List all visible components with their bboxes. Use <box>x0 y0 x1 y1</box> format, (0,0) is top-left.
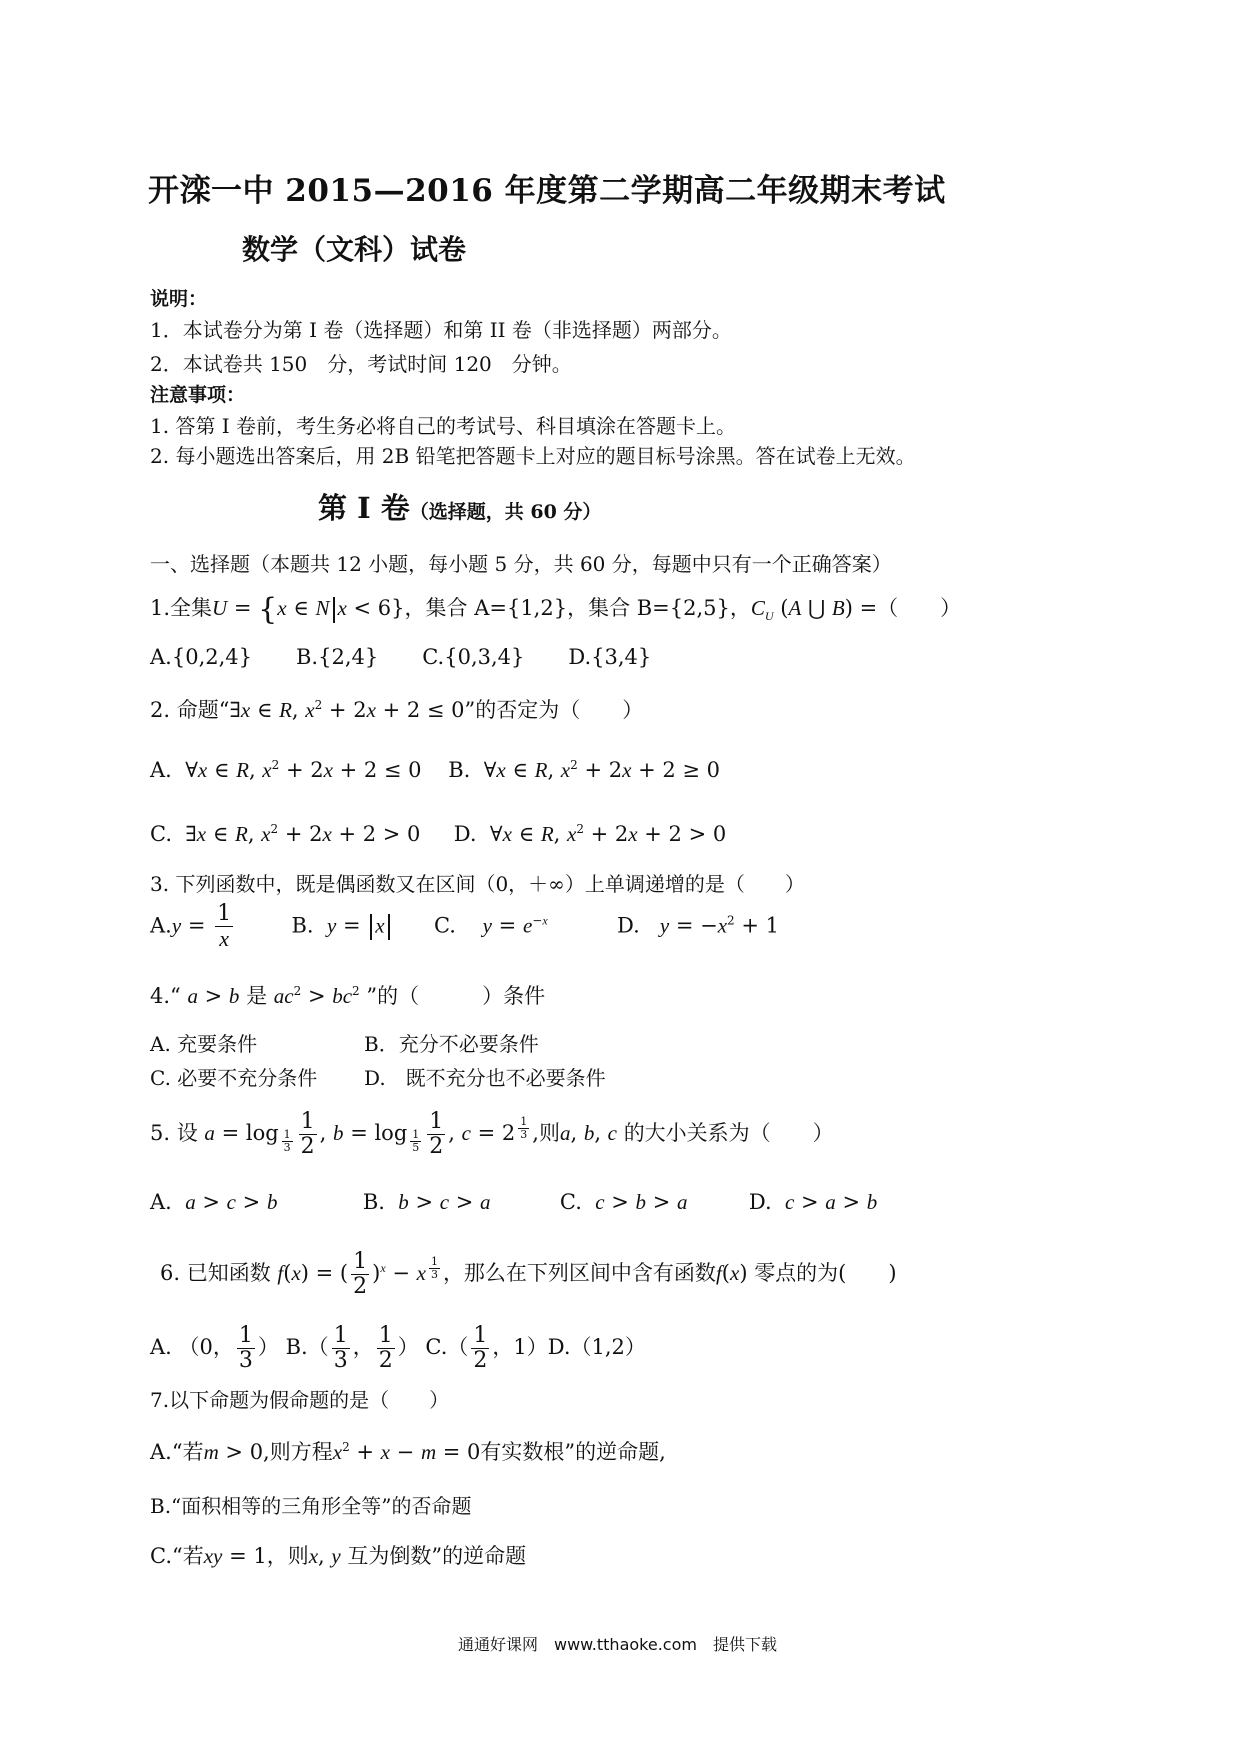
q7-option-c-end: 互为倒数”的逆命题 <box>347 1544 527 1568</box>
q2-stem-b: ”的否定为（ ） <box>464 698 644 722</box>
question-1: 1.全集U = {x ∈ N x < 6}，集合 A={1,2}，集合 B={2,5}，$C_U$ (A ⋃ B) =（ ） <box>150 592 962 627</box>
instruction-item-2: 2．本试卷共 150 分，考试时间 120 分钟。 <box>150 352 572 376</box>
q6-option-b-end: ） <box>397 1335 419 1360</box>
q3-option-a: A. <box>150 913 172 938</box>
q4-stem-mid: 是 <box>246 984 268 1008</box>
q1-option-a: A.{0,2,4} <box>150 645 252 669</box>
q3-option-d: D. <box>617 913 640 938</box>
q3-option-c: C. <box>433 913 456 938</box>
q4-stem-b: ”的（ ）条件 <box>366 984 546 1008</box>
notes-heading: 注意事项： <box>150 384 246 406</box>
q7-option-b: B.“面积相等的三角形全等”的否命题 <box>150 1494 472 1518</box>
q7-option-c-pre: C.“若 <box>150 1544 204 1568</box>
section-heading <box>318 486 601 527</box>
note-item-2: 2. 每小题选出答案后，用 2B 铅笔把答题卡上对应的题目标号涂黑。答在试卷上无效。 <box>150 444 916 468</box>
q5-stem-a: 5. 设 <box>150 1121 198 1146</box>
q2-stem-a: 2. 命题“ <box>150 698 230 722</box>
q7-option-a: A.“若m > 0,则方程$x^2 + x - m = 0$有实数根”的逆命题, <box>150 1440 666 1464</box>
q3-option-b: B. <box>291 913 314 938</box>
q7-option-a-mid2: 有实数根”的逆命题, <box>480 1440 666 1464</box>
q1-option-c: C.{0,3,4} <box>422 645 525 669</box>
question-2: 2. 命题“∃x ∈ R, $x^2 + 2x + 2 \le 0$”的否定为（ ） <box>150 698 644 722</box>
q1-options <box>150 645 651 669</box>
q2-options-cd: C. ∃x ∈ R, $x^2 + 2x + 2 > 0$ D. ∀x ∈ R, $x^2 + 2x + 2 > 0$ <box>150 822 727 846</box>
q4-option-c: C. 必要不充分条件 <box>150 1066 318 1090</box>
q4-stem-a: 4.“ <box>150 984 181 1008</box>
q3-options: A.y = $\frac{1}{x}$ B. y = x C. $y = e^{-x}$ D. $y = -x^2 + 1$ <box>150 901 779 952</box>
q4-option-d: D. 既不充分也不必要条件 <box>364 1066 606 1090</box>
q5-option-d: D. <box>748 1190 772 1214</box>
q5-option-a: A. <box>150 1190 172 1214</box>
q2-option-c: C. <box>150 822 172 846</box>
q7-option-c: C.“若xy = 1，则x, y 互为倒数”的逆命题 <box>150 1544 527 1568</box>
q5-stem-b: ,则 <box>532 1121 560 1146</box>
q4-option-b: B．充分不必要条件 <box>364 1032 539 1056</box>
q6-option-a-end: ） <box>257 1335 279 1360</box>
q1-end: =（ ） <box>859 596 962 620</box>
exam-title: 开滦一中 2015—2016 年度第二学期高二年级期末考试 <box>148 173 946 209</box>
q6-option-b: B.（ <box>285 1335 329 1360</box>
q6-stem-b: ，那么在下列区间中含有函数 <box>442 1261 716 1286</box>
q2-option-b: B. <box>448 758 471 782</box>
q2-options-ab: A. ∀x ∈ R, $x^2 + 2x + 2 \le 0$ B. ∀x ∈ R, $x^2 + 2x + 2 \ge 0$ <box>150 758 721 782</box>
section-subtitle: （选择题，共 60 分） <box>409 501 602 523</box>
question-4: 4.“ a > b 是 $ac^2 > bc^2$ ”的（ ）条件 <box>150 984 546 1008</box>
q1-option-d: D.{3,4} <box>568 645 652 669</box>
q6-option-c: C.（ <box>425 1335 469 1360</box>
q6-option-a: A. （0， <box>150 1335 234 1360</box>
exam-subtitle: 数学（文科）试卷 <box>242 233 467 266</box>
q5-option-c: C. <box>559 1190 582 1214</box>
q5-option-b: B. <box>362 1190 385 1214</box>
question-7: 7.以下命题为假命题的是（ ） <box>150 1388 450 1412</box>
q6-option-c-end: ，1） <box>492 1335 548 1360</box>
q1-prefix: 1.全集 <box>150 596 213 620</box>
q7-option-c-mid: ，则 <box>266 1544 309 1568</box>
q7-option-a-mid: 则方程 <box>269 1440 333 1464</box>
q2-option-a: A. <box>150 758 172 782</box>
section-intro: 一、选择题（本题共 12 小题，每小题 5 分，共 60 分，每题中只有一个正确答案） <box>150 552 892 576</box>
question-6: 6. 已知函数 f(x) = ( $\frac{1}{2}$ )$^x$ − x $^{\frac{1}{3}}$ ，那么在下列区间中含有函数f(x) 零点的为( ) <box>160 1249 897 1300</box>
q1-mid: ，集合 A={1,2}，集合 B={2,5}， <box>404 596 751 620</box>
q2-option-d: D. <box>453 822 477 846</box>
q1-option-b: B.{2,4} <box>296 645 379 669</box>
note-item-1: 1. 答第 I 卷前，考生务必将自己的考试号、科目填涂在答题卡上。 <box>150 414 737 438</box>
q6-stem-c: 零点的为( ) <box>754 1261 897 1286</box>
q6-stem-a: 6. 已知函数 <box>160 1261 271 1286</box>
q6-option-d: D.（1,2） <box>547 1335 646 1360</box>
question-5: 5. 设 a = log $_{\frac{1}{3}}$ $\frac{1}{2}$ , b = log $_{\frac{1}{5}}$ $\frac{1}{2}$ , c = 2 $^{\frac{1}{3}}$ ,则a, b, c 的大小关系为（ ） <box>150 1109 834 1160</box>
footer-source: 通通好课网 www.tthaoke.com 提供下载 <box>458 1635 777 1654</box>
instruction-item-1: 1．本试卷分为第 I 卷（选择题）和第 II 卷（非选择题）两部分。 <box>150 318 732 342</box>
q6-options: A. （0， $\frac{1}{3}$ ） B.（ $\frac{1}{3}$ ， $\frac{1}{2}$ ） C.（ $\frac{1}{2}$ ，1）D.（1,2） <box>150 1323 646 1374</box>
question-3: 3. 下列函数中，既是偶函数又在区间（0，＋∞）上单调递增的是（ ） <box>150 872 805 896</box>
section-title: 第 I 卷 <box>318 491 410 525</box>
q7-option-a-pre: A.“若 <box>150 1440 204 1464</box>
q5-options: A. a > c > b B. b > c > a C. c > b > a D. c > a > b <box>150 1190 878 1214</box>
instructions-heading: 说明： <box>150 288 208 310</box>
q5-stem-c: 的大小关系为（ ） <box>623 1121 834 1146</box>
q4-option-a: A. 充要条件 <box>150 1032 258 1056</box>
